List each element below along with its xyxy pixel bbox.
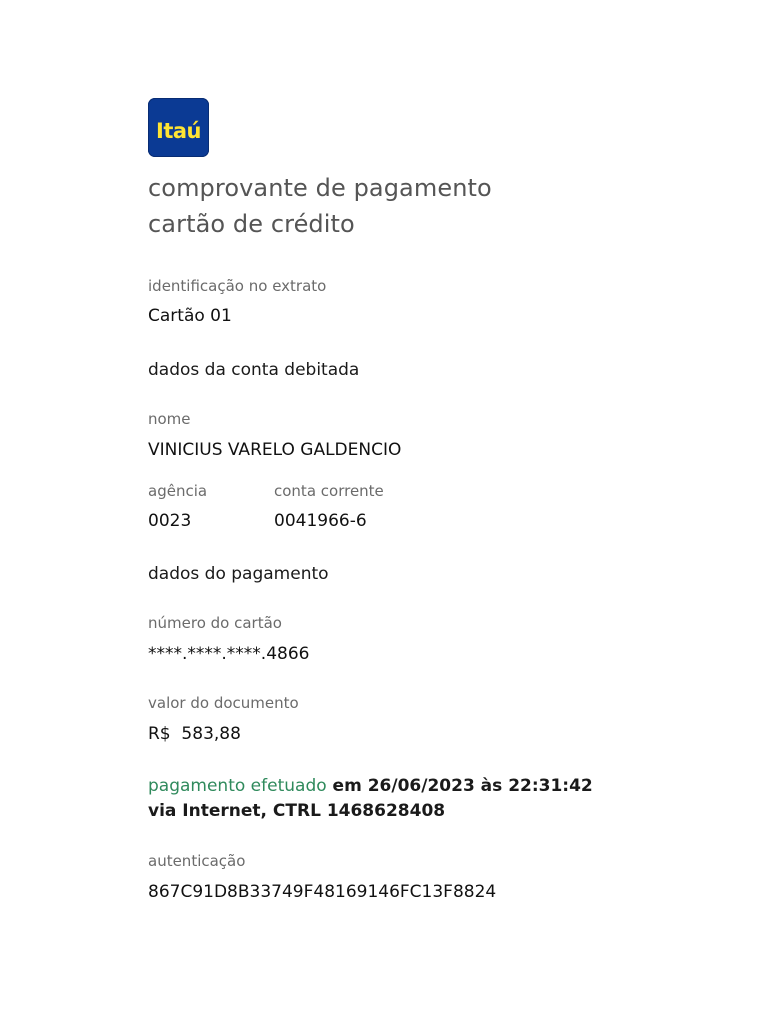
payment-receipt (148, 98, 708, 903)
identificacao-label: identificação no extrato (148, 277, 327, 295)
status-efetuado: pagamento efetuado (148, 776, 327, 796)
pagamento-section-title: dados do pagamento (148, 564, 329, 584)
status-line-1 (148, 774, 708, 799)
agencia-label: agência (148, 482, 208, 500)
cartao-value: ****.****.****.4866 (148, 644, 310, 664)
title-line-1: comprovante de pagamento (148, 174, 492, 202)
receipt-title (148, 170, 708, 242)
payment-status (148, 774, 708, 824)
agencia-conta-labels (148, 481, 708, 501)
valor-value: R$ 583,88 (148, 724, 241, 744)
valor-label: valor do documento (148, 694, 299, 712)
agencia-value: 0023 (148, 511, 192, 531)
title-line-2: cartão de crédito (148, 210, 355, 238)
cartao-label: número do cartão (148, 614, 282, 632)
nome-label: nome (148, 410, 191, 428)
nome-value: VINICIUS VARELO GALDENCIO (148, 440, 402, 460)
conta-label: conta corrente (274, 482, 384, 500)
autenticacao-value: 867C91D8B33749F48169146FC13F8824 (148, 882, 497, 902)
conta-value: 0041966-6 (274, 511, 367, 531)
identificacao-value: Cartão 01 (148, 306, 232, 326)
status-datetime: em 26/06/2023 às 22:31:42 (326, 776, 593, 796)
agencia-conta-values (148, 510, 708, 532)
itau-logo (148, 98, 209, 157)
logo-text: Itaú (156, 118, 201, 143)
conta-section-title: dados da conta debitada (148, 360, 360, 380)
status-line-2: via Internet, CTRL 1468628408 (148, 801, 446, 821)
autenticacao-label: autenticação (148, 852, 246, 870)
